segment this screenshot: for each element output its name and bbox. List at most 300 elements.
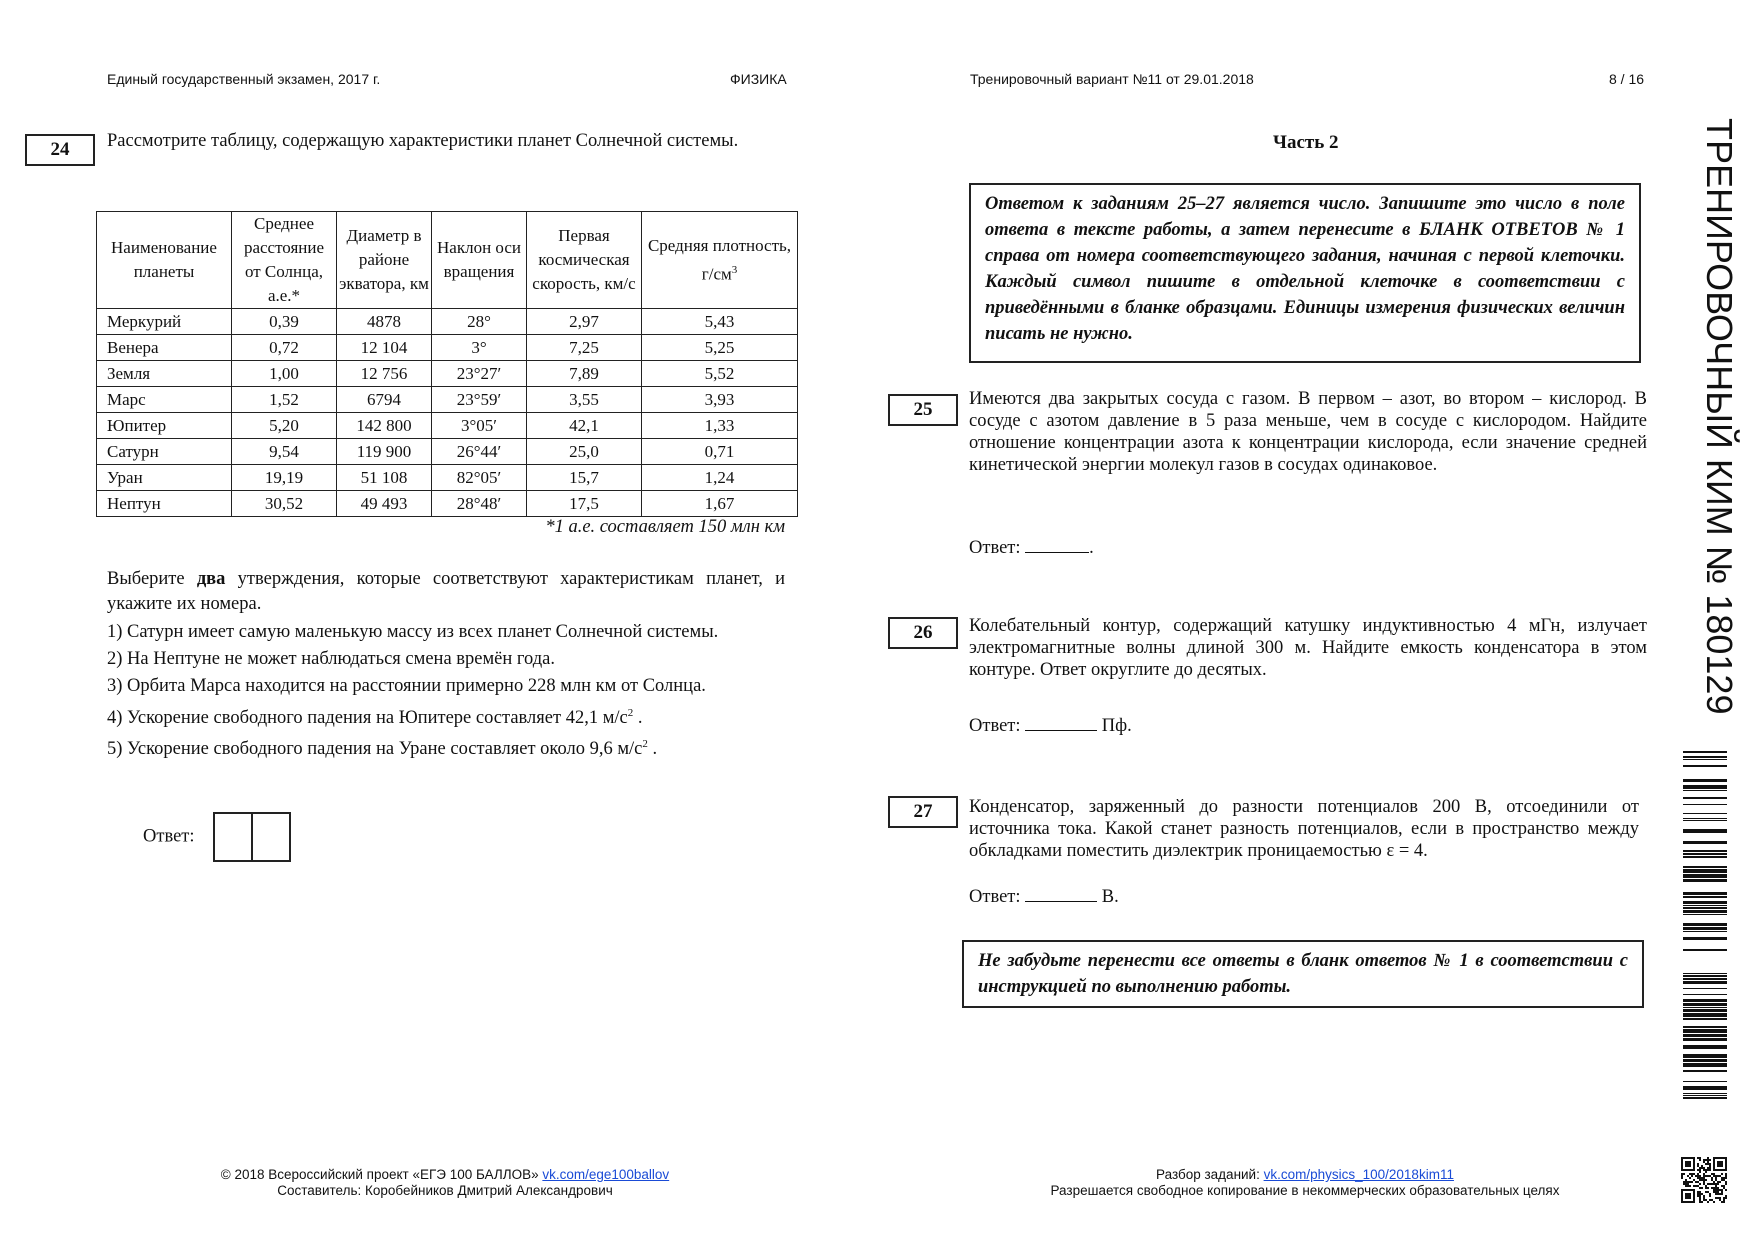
table-cell: 3,55: [527, 387, 642, 413]
barcode-bar: [1683, 1070, 1727, 1072]
qr-module: [1701, 1201, 1703, 1203]
qr-module: [1717, 1183, 1719, 1185]
qr-module: [1707, 1201, 1709, 1203]
qr-module: [1703, 1169, 1705, 1171]
barcode-bar: [1683, 905, 1727, 906]
qr-module: [1699, 1191, 1701, 1193]
qr-module: [1715, 1179, 1717, 1181]
table-row: [97, 387, 798, 413]
task-26-answer-blank[interactable]: [1025, 714, 1097, 731]
subject-title: ФИЗИКА: [730, 71, 787, 87]
task-27-answer-blank[interactable]: [1025, 885, 1097, 902]
side-label-text: ТРЕНИРОВОЧНЫЙ КИМ № 180129: [1699, 118, 1740, 715]
barcode-bar: [1683, 988, 1727, 989]
statement-end: .: [633, 708, 643, 729]
barcode-bar: [1683, 901, 1727, 904]
qr-module: [1703, 1167, 1705, 1169]
barcode-bar: [1683, 1086, 1727, 1090]
qr-module: [1721, 1185, 1723, 1187]
qr-module: [1701, 1187, 1703, 1189]
page-number: 8 / 16: [1609, 71, 1645, 87]
qr-module: [1705, 1163, 1707, 1165]
barcode-bar: [1683, 804, 1727, 805]
table-cell: 3,93: [642, 387, 798, 413]
barcode-bar: [1683, 1093, 1727, 1094]
qr-module: [1719, 1189, 1721, 1191]
qr-module: [1699, 1169, 1701, 1171]
qr-module: [1705, 1179, 1707, 1181]
analysis-text: Разбор заданий:: [1156, 1167, 1264, 1182]
table-cell: 15,7: [527, 465, 642, 491]
task-24-instruction: [107, 567, 785, 617]
qr-module: [1709, 1199, 1711, 1201]
qr-module: [1703, 1177, 1705, 1179]
qr-finder: [1717, 1161, 1723, 1167]
table-cell: Марс: [97, 387, 232, 413]
barcode-bar: [1683, 1063, 1727, 1067]
qr-module: [1695, 1175, 1697, 1177]
qr-module: [1699, 1193, 1701, 1195]
table-cell: Венера: [97, 335, 232, 361]
table-cell: 1,52: [232, 387, 337, 413]
barcode-bar: [1683, 869, 1727, 873]
qr-module: [1703, 1159, 1705, 1161]
answer-unit: .: [1089, 538, 1094, 558]
qr-module: [1715, 1187, 1717, 1189]
barcode-bar: [1683, 973, 1727, 974]
barcode-bar: [1683, 1026, 1727, 1028]
column-header: Среднее расстояние от Солнца, а.е.*: [232, 212, 337, 309]
barcode-bar: [1683, 896, 1727, 898]
qr-module: [1703, 1175, 1705, 1177]
qr-module: [1723, 1177, 1725, 1179]
barcode-bar: [1683, 1007, 1727, 1008]
qr-module: [1717, 1175, 1719, 1177]
barcode-bar: [1683, 797, 1727, 799]
qr-module: [1717, 1197, 1719, 1199]
task-25-answer-blank[interactable]: [1025, 536, 1089, 553]
qr-module: [1723, 1185, 1725, 1187]
table-header-row: [97, 212, 798, 309]
barcode-bar: [1683, 1059, 1727, 1062]
qr-module: [1725, 1195, 1727, 1197]
qr-module: [1701, 1193, 1703, 1195]
answer-label: Ответ:: [969, 716, 1021, 736]
qr-module: [1699, 1177, 1701, 1179]
table-cell: 1,67: [642, 491, 798, 517]
task-26-text: Колебательный контур, содержащий катушку индуктивностью 4 мГн, излучает электромагнитные волны длиной 300 м. Найдите емкость конденсатора в этом контуре. Ответ округлите до десятых.: [969, 616, 1647, 680]
qr-module: [1689, 1177, 1691, 1179]
qr-module: [1699, 1167, 1701, 1169]
qr-module: [1723, 1197, 1725, 1199]
qr-module: [1721, 1179, 1723, 1181]
table-cell: 28°48′: [432, 491, 527, 517]
table-row: [97, 361, 798, 387]
qr-module: [1725, 1183, 1727, 1185]
answer-unit: В.: [1101, 887, 1119, 907]
qr-module: [1697, 1191, 1699, 1193]
statement-item: [107, 701, 785, 731]
table-cell: Уран: [97, 465, 232, 491]
barcode-bar: [1683, 981, 1727, 984]
qr-finder: [1685, 1161, 1691, 1167]
qr-module: [1699, 1183, 1701, 1185]
table-row: [97, 491, 798, 517]
qr-module: [1705, 1199, 1707, 1201]
barcode: [1683, 751, 1727, 1101]
statements-list: [107, 620, 785, 762]
task-27-text: Конденсатор, заряженный до разности потенциалов 200 В, отсоединили от источника тока. Какой станет разность потенциалов, если в пространство между обкладками поместить диэлектрик проницаемостью ε = 4.: [969, 797, 1639, 861]
barcode-bar: [1683, 1003, 1727, 1006]
qr-module: [1705, 1169, 1707, 1171]
task-27-number: 27: [888, 796, 958, 828]
qr-module: [1703, 1195, 1705, 1197]
qr-module: [1705, 1175, 1707, 1177]
qr-module: [1719, 1199, 1721, 1201]
qr-module: [1705, 1187, 1707, 1189]
answer-unit: Пф.: [1101, 716, 1132, 736]
footer-author: Составитель: Коробейников Дмитрий Александрович: [277, 1183, 613, 1198]
qr-module: [1697, 1195, 1699, 1197]
qr-module: [1725, 1189, 1727, 1191]
qr-module: [1717, 1193, 1719, 1195]
qr-module: [1713, 1191, 1715, 1193]
table-cell: 119 900: [337, 439, 432, 465]
instruction-emphasis: два: [196, 569, 226, 589]
barcode-bar: [1683, 931, 1727, 932]
qr-module: [1715, 1185, 1717, 1187]
qr-module: [1685, 1185, 1687, 1187]
qr-module: [1699, 1179, 1701, 1181]
density-header-text: Средняя плотность, г/см: [647, 235, 792, 284]
qr-module: [1713, 1173, 1715, 1175]
qr-module: [1699, 1187, 1701, 1189]
qr-module: [1709, 1165, 1711, 1167]
barcode-bar: [1683, 874, 1727, 878]
qr-module: [1713, 1201, 1715, 1203]
qr-module: [1713, 1183, 1715, 1185]
barcode-bar: [1683, 850, 1727, 852]
qr-module: [1721, 1177, 1723, 1179]
qr-module: [1711, 1177, 1713, 1179]
qr-module: [1683, 1181, 1685, 1183]
statement-end: .: [647, 739, 658, 760]
superscript: 3: [731, 263, 738, 276]
barcode-bar: [1683, 818, 1727, 819]
qr-module: [1693, 1185, 1695, 1187]
copyright-text: © 2018 Всероссийский проект «ЕГЭ 100 БАЛЛОВ»: [220, 1167, 543, 1182]
barcode-bar: [1683, 994, 1727, 995]
qr-module: [1703, 1173, 1705, 1175]
answer-label: Ответ:: [969, 538, 1021, 558]
qr-module: [1707, 1167, 1709, 1169]
barcode-bar: [1683, 1054, 1727, 1058]
table-cell: 23°59′: [432, 387, 527, 413]
qr-module: [1711, 1199, 1713, 1201]
qr-module: [1723, 1201, 1725, 1203]
qr-module: [1715, 1175, 1717, 1177]
qr-module: [1697, 1169, 1699, 1171]
table-cell: 0,71: [642, 439, 798, 465]
table-cell: Сатурн: [97, 439, 232, 465]
table-cell: 0,39: [232, 309, 337, 335]
barcode-bar: [1683, 765, 1727, 767]
qr-module: [1689, 1173, 1691, 1175]
qr-module: [1719, 1175, 1721, 1177]
table-cell: 17,5: [527, 491, 642, 517]
qr-module: [1713, 1181, 1715, 1183]
qr-module: [1723, 1187, 1725, 1189]
barcode-bar: [1683, 1045, 1727, 1049]
barcode-bar: [1683, 1009, 1727, 1012]
answer-label: Ответ:: [143, 826, 195, 847]
table-cell: 82°05′: [432, 465, 527, 491]
table-cell: 49 493: [337, 491, 432, 517]
qr-module: [1715, 1197, 1717, 1199]
table-cell: 142 800: [337, 413, 432, 439]
table-footnote: *1 а.е. составляет 150 млн км: [545, 517, 785, 537]
qr-module: [1681, 1173, 1683, 1175]
qr-module: [1697, 1181, 1699, 1183]
statement-item: [107, 732, 785, 762]
qr-module: [1695, 1181, 1697, 1183]
table-cell: Меркурий: [97, 309, 232, 335]
table-cell: Нептун: [97, 491, 232, 517]
instruction-text: утверждения, которые соответствуют характеристикам планет, и укажите их номера.: [107, 569, 785, 614]
barcode-bar: [1683, 907, 1727, 909]
qr-module: [1699, 1199, 1701, 1201]
qr-module: [1707, 1191, 1709, 1193]
qr-module: [1689, 1181, 1691, 1183]
barcode-bar: [1683, 937, 1727, 940]
task-26-number: 26: [888, 617, 958, 649]
qr-module: [1701, 1165, 1703, 1167]
barcode-bar: [1683, 1034, 1727, 1037]
qr-module: [1709, 1167, 1711, 1169]
qr-module: [1709, 1169, 1711, 1171]
qr-module: [1687, 1183, 1689, 1185]
qr-module: [1699, 1157, 1701, 1159]
barcode-bar: [1683, 892, 1727, 895]
qr-module: [1715, 1177, 1717, 1179]
qr-module: [1703, 1199, 1705, 1201]
table-cell: 12 756: [337, 361, 432, 387]
qr-module: [1695, 1185, 1697, 1187]
qr-module: [1717, 1189, 1719, 1191]
barcode-bar: [1683, 756, 1727, 758]
qr-module: [1705, 1191, 1707, 1193]
qr-module: [1701, 1177, 1703, 1179]
answer-cell-2[interactable]: [251, 812, 291, 862]
qr-module: [1693, 1179, 1695, 1181]
table-cell: 5,25: [642, 335, 798, 361]
qr-module: [1709, 1159, 1711, 1161]
table-cell: 25,0: [527, 439, 642, 465]
qr-code: [1681, 1157, 1727, 1203]
qr-module: [1711, 1183, 1713, 1185]
qr-module: [1685, 1181, 1687, 1183]
barcode-bar: [1683, 813, 1727, 814]
qr-module: [1707, 1159, 1709, 1161]
task-24-intro: Рассмотрите таблицу, содержащую характеристики планет Солнечной системы.: [107, 131, 739, 151]
qr-module: [1715, 1189, 1717, 1191]
qr-module: [1703, 1183, 1705, 1185]
table-cell: 1,33: [642, 413, 798, 439]
barcode-bar: [1683, 751, 1727, 753]
barcode-bar: [1683, 820, 1727, 821]
task-25-number: 25: [888, 394, 958, 426]
qr-module: [1685, 1183, 1687, 1185]
table-cell: 12 104: [337, 335, 432, 361]
qr-module: [1725, 1177, 1727, 1179]
table-cell: 3°: [432, 335, 527, 361]
qr-module: [1707, 1187, 1709, 1189]
qr-module: [1725, 1181, 1727, 1183]
barcode-bar: [1683, 841, 1727, 844]
table-row: [97, 413, 798, 439]
barcode-bar: [1683, 975, 1727, 977]
table-row: [97, 335, 798, 361]
table-cell: 5,52: [642, 361, 798, 387]
barcode-bar: [1683, 790, 1727, 791]
qr-module: [1709, 1183, 1711, 1185]
answer-cell-1[interactable]: [213, 812, 253, 862]
reminder-box: Не забудьте перенести все ответы в бланк ответов № 1 в соответствии с инструкцией по выполнению работы.: [962, 940, 1644, 1008]
qr-module: [1681, 1177, 1683, 1179]
statement-item: 3) Орбита Марса находится на расстоянии примерно 228 млн км от Солнца.: [107, 676, 706, 696]
qr-module: [1707, 1161, 1709, 1163]
qr-module: [1709, 1175, 1711, 1177]
table-cell: 26°44′: [432, 439, 527, 465]
variant-title: Тренировочный вариант №11 от 29.01.2018: [970, 71, 1254, 87]
barcode-bar: [1683, 978, 1727, 980]
barcode-bar: [1683, 1097, 1727, 1099]
qr-module: [1697, 1157, 1699, 1159]
qr-module: [1685, 1179, 1687, 1181]
table-row: [97, 439, 798, 465]
qr-module: [1711, 1173, 1713, 1175]
table-cell: 5,43: [642, 309, 798, 335]
qr-module: [1721, 1189, 1723, 1191]
table-cell: 42,1: [527, 413, 642, 439]
qr-module: [1725, 1173, 1727, 1175]
analysis-link[interactable]: vk.com/physics_100/2018kim11: [1263, 1167, 1454, 1182]
qr-module: [1725, 1197, 1727, 1199]
qr-module: [1713, 1189, 1715, 1191]
part-2-title: Часть 2: [1273, 132, 1339, 153]
qr-module: [1701, 1179, 1703, 1181]
qr-module: [1717, 1181, 1719, 1183]
qr-module: [1699, 1197, 1701, 1199]
qr-module: [1723, 1199, 1725, 1201]
barcode-bar: [1683, 1095, 1727, 1096]
instruction-text: Выберите: [107, 569, 197, 589]
qr-module: [1697, 1185, 1699, 1187]
qr-module: [1697, 1165, 1699, 1167]
task-24-answer: [143, 812, 291, 862]
task-25-answer: [969, 536, 1094, 559]
qr-module: [1699, 1175, 1701, 1177]
qr-module: [1699, 1159, 1701, 1161]
table-cell: 6794: [337, 387, 432, 413]
qr-module: [1689, 1185, 1691, 1187]
table-row: [97, 465, 798, 491]
qr-module: [1699, 1201, 1701, 1203]
table-cell: 28°: [432, 309, 527, 335]
footer-analysis: [985, 1167, 1625, 1183]
table-cell: 5,20: [232, 413, 337, 439]
statement-text: 4) Ускорение свободного падения на Юпитере составляет 42,1 м/с: [107, 708, 628, 729]
barcode-bar: [1683, 949, 1727, 951]
qr-module: [1713, 1187, 1715, 1189]
superscript: 2: [642, 738, 648, 751]
qr-module: [1715, 1191, 1717, 1193]
table-cell: Юпитер: [97, 413, 232, 439]
barcode-bar: [1683, 1013, 1727, 1017]
barcode-bar: [1683, 866, 1727, 868]
table-cell: 30,52: [232, 491, 337, 517]
statement-text: 5) Ускорение свободного падения на Уране составляет около 9,6 м/с: [107, 739, 643, 760]
table-cell: 1,00: [232, 361, 337, 387]
qr-module: [1687, 1181, 1689, 1183]
barcode-bar: [1683, 999, 1727, 1002]
column-header: Диаметр в районе экватора, км: [337, 212, 432, 309]
qr-module: [1699, 1171, 1701, 1173]
table-cell: 51 108: [337, 465, 432, 491]
table-cell: 23°27′: [432, 361, 527, 387]
qr-module: [1703, 1161, 1705, 1163]
qr-module: [1707, 1163, 1709, 1165]
qr-module: [1683, 1183, 1685, 1185]
qr-module: [1697, 1177, 1699, 1179]
qr-module: [1705, 1185, 1707, 1187]
table-cell: Земля: [97, 361, 232, 387]
barcode-bar: [1683, 1081, 1727, 1082]
project-link[interactable]: vk.com/ege100ballov: [542, 1167, 670, 1182]
task-25-text: Имеются два закрытых сосуда с газом. В первом – азот, во втором – кислород. В сосуде с азотом давление в 5 раза меньше, чем в сосуде с кислородом. Найдите отношение концентрации азота к концентрации кислорода, если значение средней кинетической энергии молекул газов в сосудах одинаковое.: [969, 389, 1647, 475]
barcode-bar: [1683, 923, 1727, 926]
qr-module: [1699, 1195, 1701, 1197]
column-header: Наклон оси вращения: [432, 212, 527, 309]
qr-module: [1703, 1181, 1705, 1183]
qr-module: [1681, 1175, 1683, 1177]
column-header: Наименование планеты: [97, 212, 232, 309]
qr-module: [1709, 1195, 1711, 1197]
qr-module: [1711, 1179, 1713, 1181]
qr-module: [1709, 1163, 1711, 1165]
barcode-bar: [1683, 1029, 1727, 1033]
qr-module: [1721, 1201, 1723, 1203]
qr-module: [1715, 1183, 1717, 1185]
barcode-bar: [1683, 829, 1727, 833]
footer-copyright: [150, 1167, 740, 1183]
barcode-bar: [1683, 785, 1727, 789]
qr-module: [1721, 1191, 1723, 1193]
planet-table: [96, 211, 798, 517]
table-cell: 3°05′: [432, 413, 527, 439]
barcode-bar: [1683, 1018, 1727, 1020]
barcode-bar: [1683, 779, 1727, 782]
qr-module: [1701, 1167, 1703, 1169]
table-cell: 2,97: [527, 309, 642, 335]
task-27-answer: [969, 885, 1119, 908]
footer-left: [150, 1167, 740, 1199]
statement-item: 2) На Нептуне не может наблюдаться смена времён года.: [107, 649, 556, 669]
barcode-bar: [1683, 879, 1727, 882]
qr-module: [1709, 1193, 1711, 1195]
qr-module: [1697, 1175, 1699, 1177]
barcode-bar: [1683, 853, 1727, 855]
